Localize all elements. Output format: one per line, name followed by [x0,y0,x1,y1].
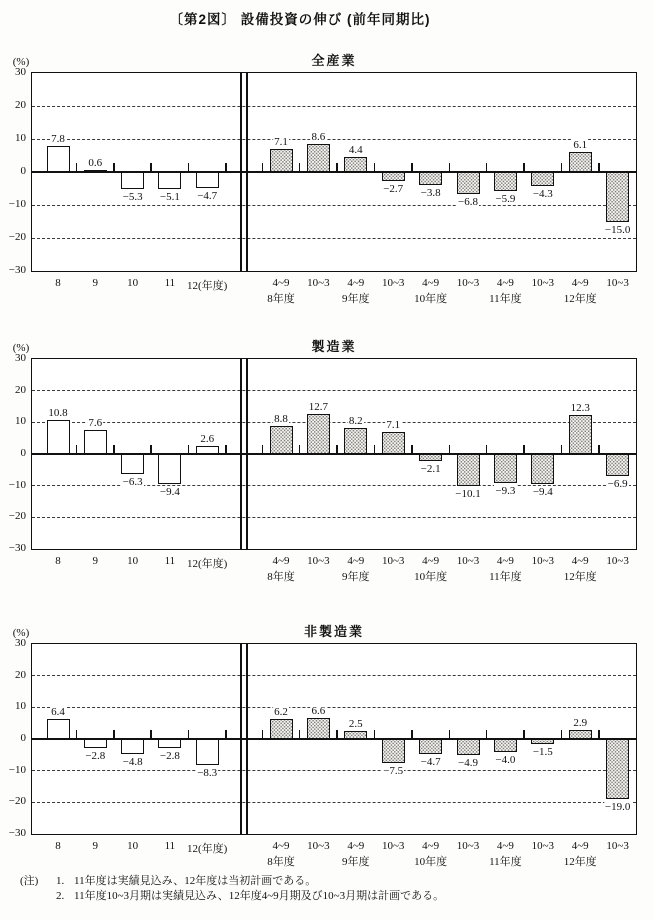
bar-value-label: −4.3 [532,188,553,201]
x-axis-category-label: 10~3 [307,555,330,567]
bar-value-label: −2.1 [420,462,441,475]
chart-title: 全産業 [311,53,357,68]
bar [270,426,293,454]
bar-value-label: 7.6 [88,416,103,429]
x-axis-category-label: 4~9 [272,277,290,289]
bar [344,157,367,172]
y-axis-tick-label: −10 [8,763,26,776]
y-axis-tick-label: 20 [15,383,26,396]
x-axis-category-label: 4~9 [422,277,440,289]
x-axis-year-label: 9年度 [342,571,370,583]
section-divider-line [246,73,248,271]
x-axis-category-label: 10~3 [531,555,555,567]
axis-tick [113,445,115,454]
y-axis-tick-label: 30 [15,352,26,364]
bar-value-label: 12.3 [570,402,590,415]
axis-tick [336,445,338,454]
bar [531,172,554,186]
y-axis-tick-label: −20 [8,795,26,808]
gridline [32,422,636,423]
x-axis-year-label: 11年度 [489,571,522,583]
x-axis-category-label: 4~9 [422,840,440,852]
bar-value-label: 6.2 [274,706,288,719]
x-axis-category-label: 10~3 [381,840,405,852]
bar-value-label: 12.7 [308,400,329,413]
bar-value-label: −8.3 [197,767,218,780]
section-divider-line [240,73,242,271]
axis-tick [225,730,227,739]
x-axis-category-label: 10~3 [531,840,555,852]
bar-value-label: −9.4 [532,485,553,498]
axis-tick [523,730,525,739]
bar [307,414,330,454]
bar-value-label: −1.5 [532,745,553,758]
bar-value-label: −19.0 [604,801,631,814]
axis-tick [262,445,264,454]
bar-value-label: −9.4 [159,485,180,498]
gridline [32,675,636,676]
zero-axis-line [32,171,636,173]
axis-tick [336,730,338,739]
x-axis-category-label: 12(年度) [187,558,228,570]
bar [382,172,405,181]
y-axis-unit-label: (%) [12,342,30,354]
bar-value-label: −6.3 [122,475,143,488]
gridline [32,707,636,708]
axis-tick [486,445,488,454]
axis-tick [113,163,115,172]
y-axis-unit-label: (%) [12,56,30,68]
y-axis-tick-label: 30 [15,66,26,78]
axis-tick [150,445,152,454]
bar [569,152,592,172]
bar [494,172,517,191]
bar [494,739,517,752]
x-axis-year-label: 12年度 [563,856,597,868]
axis-tick [561,163,563,172]
note-label: (注) [20,875,39,887]
y-axis-tick-label: −20 [8,510,26,523]
bar [196,172,219,188]
notes [20,874,444,904]
axis-tick [262,163,264,172]
gridline [32,238,636,239]
note-number: 2. [56,890,65,902]
x-axis-category-label: 10 [127,840,139,852]
axis-tick [374,163,376,172]
bar-value-label: 2.9 [573,716,588,729]
axis-tick [598,445,600,454]
axis-tick [411,730,413,739]
bar [158,172,181,189]
y-axis-tick-label: 10 [15,132,26,144]
y-axis-tick-label: 20 [15,668,26,681]
note-item [20,874,444,889]
bar [382,432,405,454]
gridline [32,517,636,518]
y-axis-unit-label: (%) [12,627,30,639]
bar [569,415,592,454]
x-axis-category-label: 4~9 [571,840,589,852]
x-axis-category-label: 10~3 [456,555,480,567]
x-axis-category-label: 8 [55,840,61,852]
axis-tick [150,163,152,172]
y-axis-tick-label: −20 [8,231,26,243]
x-axis-year-label: 8年度 [267,571,295,583]
axis-tick [76,163,78,172]
axis-tick [113,730,115,739]
bar [270,149,293,172]
x-axis-year-label: 11年度 [489,293,522,305]
x-axis-category-label: 4~9 [272,840,290,852]
bar-value-label: 2.6 [200,432,215,445]
x-axis-category-label: 10 [127,277,139,289]
bar-value-label: 7.8 [51,133,65,146]
x-axis-category-label: 4~9 [347,840,365,852]
note-item [20,889,444,904]
x-axis-year-label: 9年度 [342,856,370,868]
bar-value-label: −4.7 [420,755,441,768]
axis-tick [598,163,600,172]
x-axis-category-label: 8 [55,555,61,567]
bar [121,739,144,754]
bar-value-label: 0.6 [88,157,103,170]
x-axis-category-label: 4~9 [347,277,365,289]
bar [494,454,517,483]
axis-tick [262,730,264,739]
y-axis-tick-label: −10 [8,478,26,491]
x-axis-year-label: 10年度 [414,293,448,305]
x-axis-category-label: 10~3 [456,277,480,289]
chart-title: 製造業 [311,339,357,354]
bar-value-label: 2.5 [348,718,363,731]
axis-tick [449,730,451,739]
bar [84,739,107,748]
x-axis-category-label: 10~3 [381,555,405,567]
figure-title: 〔第2図〕 設備投資の伸び (前年同期比) [169,12,431,27]
x-axis-category-label: 4~9 [272,555,290,567]
x-axis-year-label: 8年度 [267,293,295,305]
x-axis-category-label: 4~9 [496,277,514,289]
bar-value-label: −6.8 [458,196,478,209]
x-axis-category-label: 10~3 [456,840,480,852]
axis-tick [188,163,190,172]
x-axis-category-label: 4~9 [347,555,365,567]
y-axis-tick-label: −30 [8,264,26,276]
bar-value-label: −4.0 [495,753,516,766]
x-axis-year-label: 10年度 [414,856,448,868]
axis-tick [449,163,451,172]
section-divider-line [246,644,248,834]
axis-tick [299,730,301,739]
bar-value-label: 8.8 [274,413,288,426]
x-axis-category-label: 12(年度) [187,843,228,855]
bar [121,454,144,474]
axis-tick [150,730,152,739]
bar-value-label: 7.1 [274,135,288,148]
axis-tick [411,163,413,172]
axis-tick [411,445,413,454]
bar-value-label: −9.3 [495,485,516,498]
bar-value-label: −15.0 [604,223,631,236]
axis-tick [486,163,488,172]
axis-tick [486,730,488,739]
bar-value-label: −2.8 [159,749,180,762]
gridline [32,106,636,107]
bar-value-label: −10.1 [455,487,481,500]
x-axis-category-label: 9 [92,555,99,567]
x-axis-category-label: 11 [164,840,176,852]
note-number: 1. [56,875,65,887]
bar [457,172,480,194]
x-axis-category-label: 4~9 [422,555,440,567]
bar [270,719,293,739]
axis-tick [374,730,376,739]
bar [606,172,629,222]
gridline [32,390,636,391]
x-axis-category-label: 10~3 [606,555,629,567]
x-axis-category-label: 10~3 [307,277,330,289]
section-divider-line [240,644,242,834]
bar-value-label: −5.9 [495,193,516,206]
bar-value-label: 6.4 [51,705,65,718]
x-axis-category-label: 10 [127,555,139,567]
plot-area-1 [8,339,637,583]
axis-tick [299,163,301,172]
gridline [32,139,636,140]
axis-tick [523,445,525,454]
axis-tick [299,445,301,454]
x-axis-category-label: 4~9 [571,277,589,289]
x-axis-year-label: 11年度 [489,856,522,868]
bar [344,428,367,454]
y-axis-tick-label: 0 [20,732,26,744]
x-axis-year-label: 10年度 [414,571,448,583]
y-axis-tick-label: −10 [8,198,26,210]
bar-value-label: −4.7 [197,189,218,202]
axis-tick [561,730,563,739]
gridline [32,205,636,206]
y-axis-tick-label: 0 [20,165,26,177]
bar [307,144,330,172]
x-axis-category-label: 11 [164,555,176,567]
axis-tick [188,445,190,454]
x-axis-category-label: 4~9 [571,555,589,567]
axis-tick [336,163,338,172]
y-axis-tick-label: 10 [15,415,26,428]
zero-axis-line [32,738,636,740]
bar-value-label: 4.4 [348,144,363,157]
x-axis-category-label: 10~3 [307,840,330,852]
bar [457,454,480,486]
bar [84,430,107,454]
bar-value-label: −5.1 [159,190,180,203]
bar-value-label: −3.8 [420,186,441,199]
y-axis-tick-label: 20 [15,99,26,111]
bar [419,739,442,754]
plot-area-2 [8,624,637,868]
bar-value-label: 6.1 [573,138,588,151]
axis-tick [523,163,525,172]
section-divider-line [240,359,242,549]
y-axis-tick-label: 10 [15,700,26,713]
x-axis-category-label: 10~3 [381,277,405,289]
bar [531,454,554,484]
bar-value-label: 6.6 [311,705,326,718]
y-axis-tick-label: 30 [15,637,26,649]
axis-tick [449,445,451,454]
bar [606,454,629,476]
axis-tick [76,730,78,739]
x-axis-year-label: 9年度 [342,293,370,305]
bar [47,420,70,454]
x-axis-category-label: 4~9 [496,555,514,567]
zero-axis-line [32,453,636,455]
bar [419,172,442,185]
axis-tick [225,445,227,454]
bar [121,172,144,189]
plot-area-0 [8,53,637,305]
bar [307,718,330,739]
bar [196,739,219,765]
bar-value-label: 10.8 [48,406,68,419]
bar-value-label: −2.7 [383,182,404,195]
x-axis-category-label: 9 [92,277,99,289]
bar-value-label: 7.1 [386,418,401,431]
y-axis-tick-label: −30 [8,542,26,554]
axis-tick [374,445,376,454]
note-text: 11年度は実績見込み、12年度は当初計画である。 [74,875,317,887]
bar-value-label: −5.3 [122,191,143,204]
bar [382,739,405,763]
x-axis-category-label: 8 [55,277,61,289]
axis-tick [76,445,78,454]
bar [47,146,70,172]
x-axis-year-label: 8年度 [267,856,295,868]
axis-tick [225,163,227,172]
bar-value-label: −2.8 [85,749,106,762]
bar-value-label: −6.9 [607,477,628,490]
x-axis-category-label: 4~9 [496,840,514,852]
section-divider-line [246,359,248,549]
axis-tick [598,730,600,739]
bar-value-label: 8.6 [311,130,326,143]
bar [606,739,629,799]
x-axis-category-label: 9 [92,840,99,852]
axis-tick [561,445,563,454]
chart-title: 非製造業 [303,624,364,639]
bar-value-label: 8.2 [348,415,363,428]
bar [457,739,480,755]
x-axis-category-label: 11 [164,277,176,289]
x-axis-category-label: 10~3 [531,277,555,289]
note-text: 11年度10~3月期は実績見込み、12年度4~9月期及び10~3月期は計画である。 [74,890,445,902]
x-axis-category-label: 10~3 [606,840,629,852]
bar-value-label: −7.5 [383,764,404,777]
bar [158,454,181,484]
y-axis-tick-label: 0 [20,447,26,459]
bar [158,739,181,748]
x-axis-year-label: 12年度 [563,571,597,583]
gridline [32,770,636,771]
axis-tick [188,730,190,739]
gridline [32,802,636,803]
bar [47,719,70,739]
y-axis-tick-label: −30 [8,827,26,839]
x-axis-year-label: 12年度 [563,293,597,305]
bar-value-label: −4.9 [458,756,478,769]
x-axis-category-label: 12(年度) [187,280,228,292]
x-axis-category-label: 10~3 [606,277,629,289]
bar-value-label: −4.8 [122,756,143,769]
